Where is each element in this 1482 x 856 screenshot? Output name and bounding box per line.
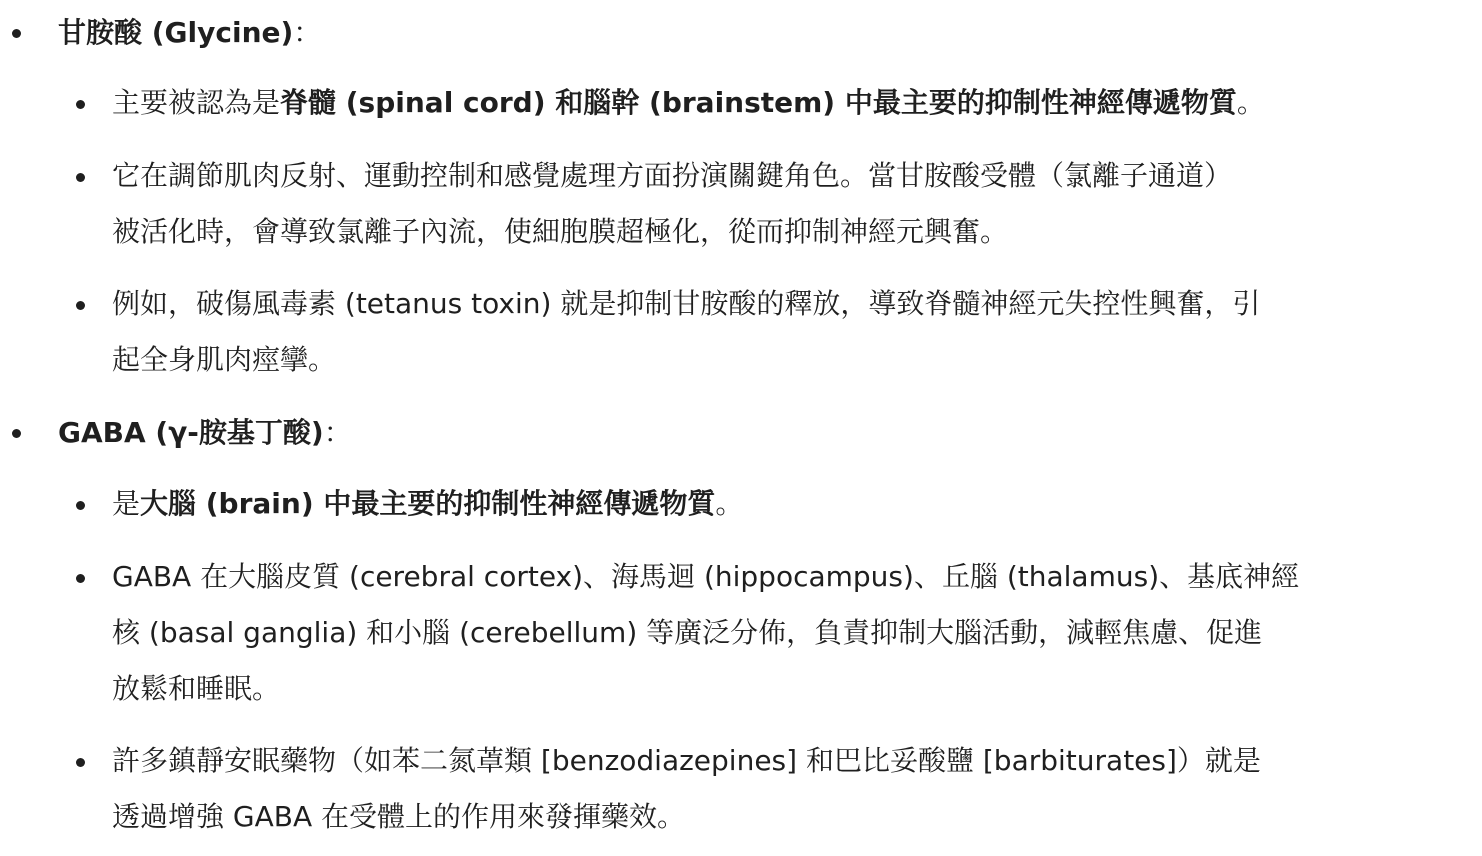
list-item bbox=[0, 276, 1482, 388]
item-text-bold: 脊髓 (spinal cord) 和腦幹 (brainstem) 中最主要的抑制性神經傳遞物質 bbox=[280, 86, 1237, 119]
list-item bbox=[0, 75, 1482, 131]
list-item bbox=[0, 148, 1482, 260]
bullet-icon bbox=[76, 100, 85, 109]
item-text-line: GABA 在大腦皮質 (cerebral cortex)、海馬迴 (hippocampus)、丘腦 (thalamus)、基底神經 bbox=[112, 560, 1300, 593]
list-item bbox=[0, 476, 1482, 532]
heading-colon: ： bbox=[323, 416, 352, 449]
bullet-icon bbox=[76, 173, 85, 182]
bullet-icon bbox=[12, 29, 21, 38]
item-text-pre: 主要被認為是 bbox=[112, 86, 281, 119]
item-text-line: 許多鎮靜安眠藥物（如苯二氮䓬類 [benzodiazepines] 和巴比妥酸鹽 [barbiturates]）就是 bbox=[112, 744, 1261, 777]
item-text-line: 核 (basal ganglia) 和小腦 (cerebellum) 等廣泛分佈，負責抑制大腦活動，減輕焦慮、促進 bbox=[112, 616, 1263, 649]
item-text-post: 。 bbox=[1236, 86, 1265, 119]
list-item bbox=[0, 549, 1482, 717]
list-item-glycine bbox=[0, 16, 1482, 50]
section-heading: GABA (γ-胺基丁酸) bbox=[58, 416, 324, 449]
item-text-pre: 是 bbox=[112, 487, 141, 520]
list-item-gaba bbox=[0, 416, 1482, 450]
bullet-icon bbox=[76, 501, 85, 510]
bullet-icon bbox=[12, 429, 21, 438]
item-text-line: 起全身肌肉痙攣。 bbox=[112, 343, 337, 376]
item-text-post: 。 bbox=[715, 487, 744, 520]
item-text-bold: 大腦 (brain) 中最主要的抑制性神經傳遞物質 bbox=[140, 487, 716, 520]
heading-colon: ： bbox=[293, 16, 322, 49]
bullet-icon bbox=[76, 758, 85, 767]
section-heading: 甘胺酸 (Glycine) bbox=[58, 16, 294, 49]
item-text-line: 它在調節肌肉反射、運動控制和感覺處理方面扮演關鍵角色。當甘胺酸受體（氯離子通道） bbox=[112, 159, 1233, 192]
section-glycine bbox=[0, 16, 1482, 376]
bullet-icon bbox=[76, 574, 85, 583]
item-text-line: 被活化時，會導致氯離子內流，使細胞膜超極化，從而抑制神經元興奮。 bbox=[112, 215, 1009, 248]
section-gaba bbox=[0, 416, 1482, 833]
list-item bbox=[0, 733, 1482, 845]
bullet-icon bbox=[76, 301, 85, 310]
item-text-line: 透過增強 GABA 在受體上的作用來發揮藥效。 bbox=[112, 800, 686, 833]
item-text-line: 例如，破傷風毒素 (tetanus toxin) 就是抑制甘胺酸的釋放，導致脊髓神經元失控性興奮，引 bbox=[112, 287, 1261, 320]
item-text-line: 放鬆和睡眠。 bbox=[112, 672, 281, 705]
